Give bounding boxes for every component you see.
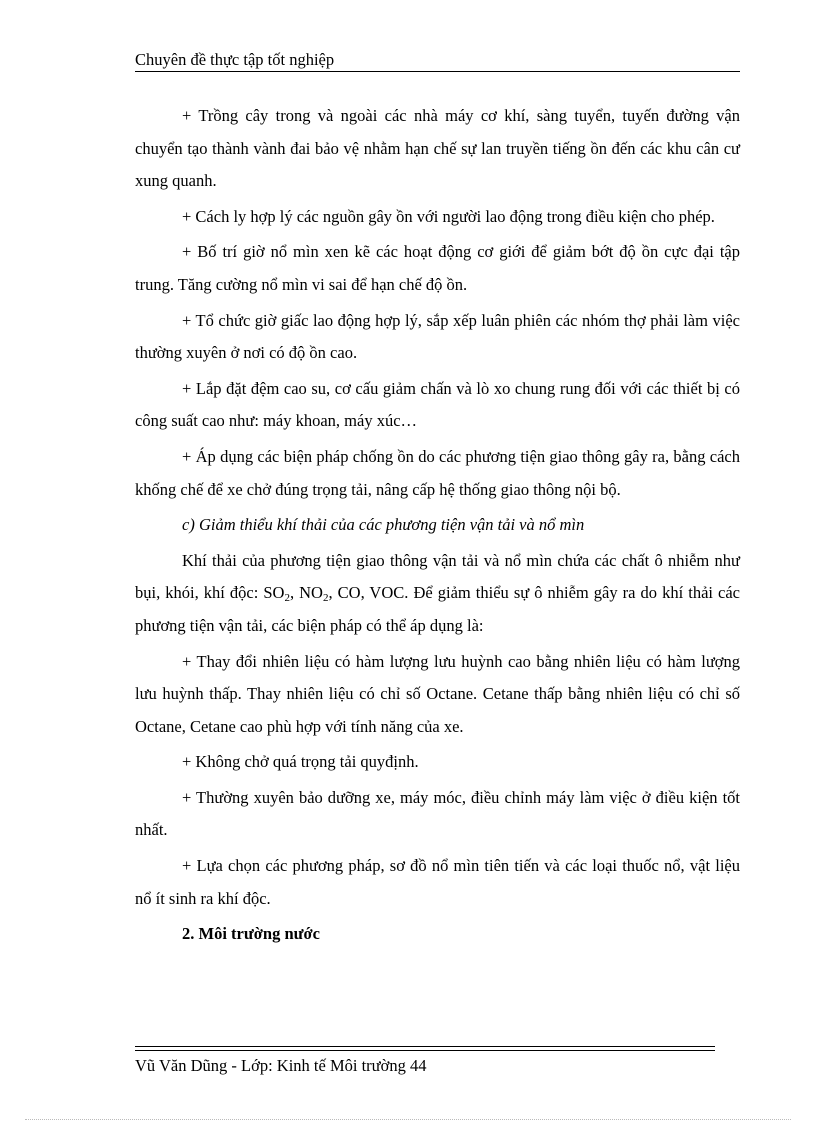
paragraph: + Trồng cây trong và ngoài các nhà máy cơ khí, sàng tuyển, tuyến đường vận chuyển tạo thành vành đai bảo vệ nhằm hạn chế sự lan truyền tiếng ồn đến các khu cân cư xung quanh.	[135, 106, 740, 191]
paragraph: + Lựa chọn các phương pháp, sơ đồ nổ mìn tiên tiến và các loại thuốc nổ, vật liệu nổ ít sinh ra khí độc.	[135, 856, 740, 908]
so2-subscript: 2	[284, 592, 290, 605]
emission-text-pre: Khí thải của phương tiện giao thông vận tải và nổ mìn chứa các chất ô nhiễm như bụi, khói, khí độc: SO	[135, 550, 740, 603]
emission-text-mid: , NO	[289, 583, 323, 603]
header-divider	[135, 71, 740, 72]
paragraph: + Thay đổi nhiên liệu có hàm lượng lưu huỳnh cao bằng nhiên liệu có hàm lượng lưu huỳnh thấp. Thay nhiên liệu có chỉ số Octane. Cetane thấp bằng nhiên liệu có chỉ số Octane, Cetane cao phù hợp với tính năng của xe.	[135, 651, 740, 736]
paragraph: + Cách ly hợp lý các nguồn gây ồn với người lao động trong điều kiện cho phép.	[182, 206, 715, 226]
emission-text-post: , CO, VOC. Để giảm thiểu sự ô nhiễm gây ra do khí thải các phương tiện vận tải, các biện pháp có thể áp dụng là:	[135, 583, 740, 635]
paragraph: + Bố trí giờ nổ mìn xen kẽ các hoạt động cơ giới để giảm bớt độ ồn cực đại tập trung. Tăng cường nổ mìn vi sai để hạn chế độ ồn.	[135, 242, 740, 294]
footer-divider-top	[135, 1046, 715, 1047]
paragraph: + Áp dụng các biện pháp chống ồn do các phương tiện giao thông gây ra, bằng cách khống chế để xe chở đúng trọng tải, nâng cấp hệ thống giao thông nội bộ.	[135, 446, 740, 499]
paragraph: + Tổ chức giờ giấc lao động hợp lý, sắp xếp luân phiên các nhóm thợ phải làm việc thường xuyên ở nơi có độ ồn cao.	[135, 310, 740, 363]
emission-paragraph	[135, 545, 740, 643]
page-footer: Vũ Văn Dũng - Lớp: Kinh tế Môi trường 44	[135, 1056, 427, 1075]
section-heading: 2. Môi trường nước	[182, 924, 320, 944]
no2-subscript: 2	[322, 592, 329, 605]
page-edge-dots	[25, 1119, 791, 1120]
footer-divider-bottom	[135, 1050, 715, 1051]
paragraph: + Thường xuyên bảo dưỡng xe, máy móc, điều chỉnh máy làm việc ở điều kiện tốt nhất.	[135, 787, 740, 840]
document-body	[135, 100, 740, 954]
page-header: Chuyên đề thực tập tốt nghiệp	[135, 50, 335, 69]
subsection-heading: c) Giảm thiểu khí thải của các phương tiện vận tải và nổ mìn	[182, 515, 585, 535]
paragraph: + Không chở quá trọng tải quyđịnh.	[182, 752, 419, 772]
paragraph: + Lắp đặt đệm cao su, cơ cấu giảm chấn và lò xo chung rung đối với các thiết bị có công suất cao như: máy khoan, máy xúc…	[135, 378, 740, 431]
